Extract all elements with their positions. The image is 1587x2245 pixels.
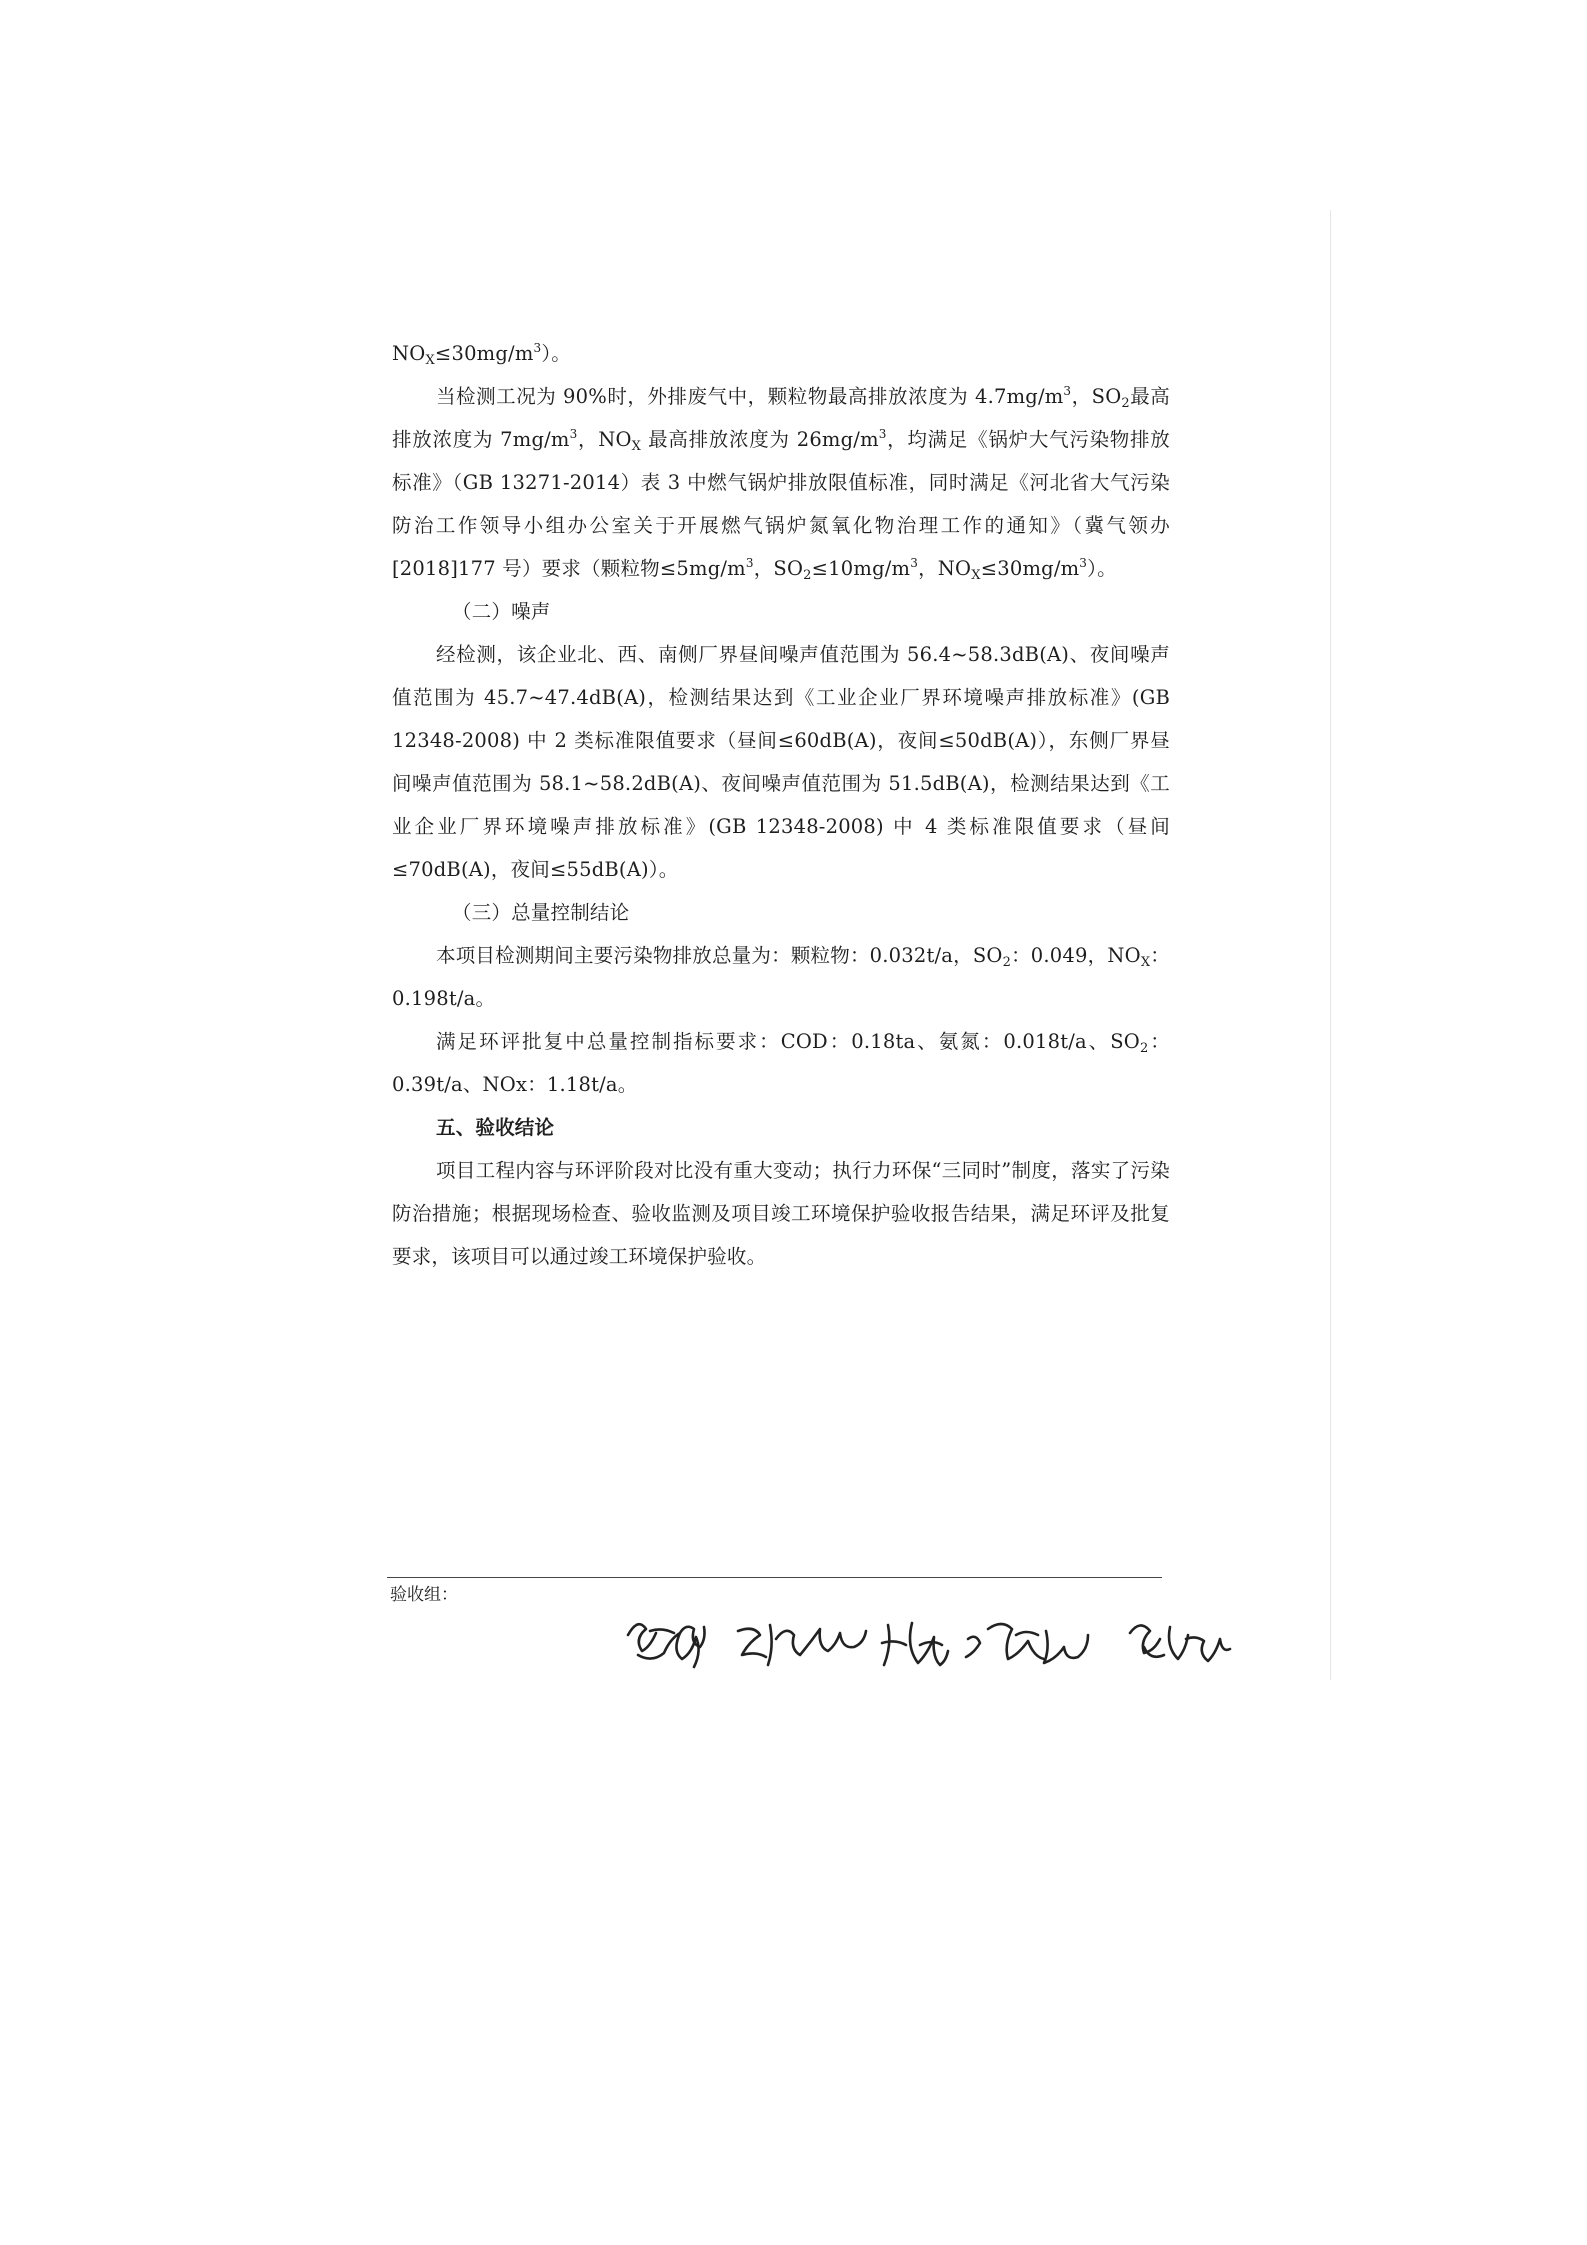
acceptance-group-label: 验收组： — [390, 1585, 458, 1605]
signature-4 — [966, 1624, 1088, 1663]
paragraph-conclusion: 项目工程内容与环评阶段对比没有重大变动；执行力环保“三同时”制度，落实了污染防治措施；根据现场检查、验收监测及项目竣工环境保护验收报告结果，满足环评及批复要求，该项目可以通过竣工环境保护验收。 — [392, 1159, 1170, 1268]
signature-1 — [628, 1624, 705, 1667]
section-heading-conclusion: 五、验收结论 — [436, 1116, 555, 1139]
signature-3 — [882, 1623, 948, 1665]
handwritten-signatures — [620, 1595, 1240, 1690]
signature-2 — [738, 1625, 866, 1665]
paragraph-noise: 经检测，该企业北、西、南侧厂界昼间噪声值范围为 56.4~58.3dB(A)、夜间噪声值范围为 45.7~47.4dB(A)，检测结果达到《工业企业厂界环境噪声排放标准》(GB 12348-2008) 中 2 类标准限值要求（昼间≤60dB(A)，夜间≤50dB(A)），东侧厂界昼间噪声值范围为 58.1~58.2dB(A)、夜间噪声值范围为 51.5dB(A)，检测结果达到《工业企业厂界环境噪声排放标准》(GB 12348-2008) 中 4 类标准限值要求（昼间≤70dB(A)，夜间≤55dB(A)）。 — [392, 643, 1170, 881]
document-body — [392, 332, 1170, 1278]
section-heading-total-control: （三）总量控制结论 — [452, 901, 630, 924]
footer-divider — [387, 1577, 1162, 1578]
paragraph-total-quota: 满足环评批复中总量控制指标要求：COD：0.18ta、氨氮：0.018t/a、$SO_2$：0.39t/a、NOx：1.18t/a。 — [392, 1030, 1170, 1096]
paragraph-nox-limit: $NO_X\le 30mg/m^3$）。 — [392, 341, 572, 368]
paragraph-gas-emission: 当检测工况为 90%时，外排废气中，颗粒物最高排放浓度为 $4.7mg/m^3$，$SO_2$最高排放浓度为 $7mg/m^3$，$NO_X$ 最高排放浓度为 $26mg/m^3$，均满足《锅炉大气污染物排放标准》（GB 13271-2014）表 3 中燃气锅炉排放限值标准，同时满足《河北省大气污染防治工作领导小组办公室关于开展燃气锅炉氮氧化物治理工作的通知》（冀气领办[2018]177 号）要求（颗粒物$\le 5mg/m^3$，$SO_2\le 10mg/m^3$，$NO_X\le 30mg/m^3$）。 — [392, 384, 1170, 583]
paragraph-total-emission: 本项目检测期间主要污染物排放总量为：颗粒物：0.032t/a，$SO_2$：0.049，$NO_X$：0.198t/a。 — [392, 944, 1170, 1010]
section-heading-noise: （二）噪声 — [452, 600, 551, 623]
scan-edge-line — [1330, 210, 1331, 1680]
signature-5 — [1130, 1625, 1230, 1661]
